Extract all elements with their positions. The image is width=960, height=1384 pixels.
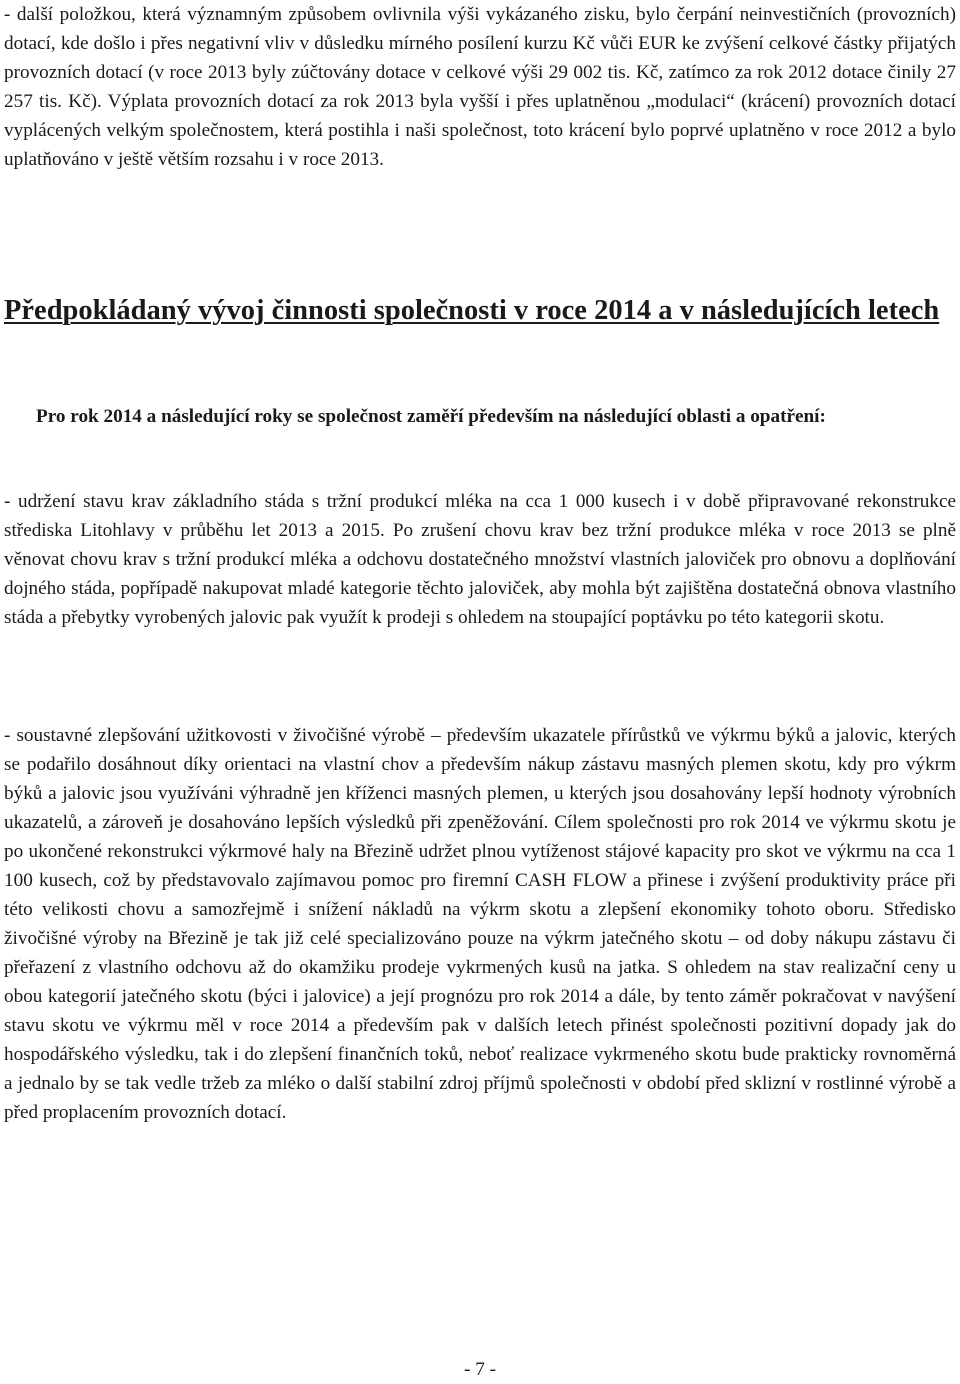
paragraph-dairy-herd: - udržení stavu krav základního stáda s tržní produkcí mléka na cca 1 000 kusech i v době připravované rekonstrukce střediska Litohlavy v průběhu let 2013 a 2015. Po zrušení chovu krav bez tržní produkce mléka v roce 2013 se plně věnovat chovu krav s tržní produkcí mléka a odchovu dostatečného množství vlastních jaloviček pro obnovu a doplňování dojného stáda, popřípadě nakupovat mladé kategorie těchto jaloviček, aby mohla být zajištěna dostatečná obnova vlastního stáda a přebytky vyrobených jalovic pak využít k prodeji s ohledem na stoupající poptávku po této kategorii skotu. — [4, 491, 956, 628]
paragraph-operating-subsidies: - další položkou, která významným způsobem ovlivnila výši vykázaného zisku, bylo čerpání neinvestičních (provozních) dotací, kde došlo i přes negativní vliv v důsledku mírného posílení kurzu Kč vůči EUR ke zvýšení celkové částky přijatých provozních dotací (v roce 2013 byly zúčtovány dotace v celkové výši 29 002 tis. Kč, zatímco za rok 2012 dotace činily 27 257 tis. Kč). Výplata provozních dotací za rok 2013 byla vyšší i přes uplatněnou „modulaci“ (krácení) provozních dotací vyplácených velkým společnostem, která postihla i naši společnost, toto krácení bylo poprvé uplatněno v roce 2012 a bylo uplatňováno v ještě větším rozsahu i v roce 2013. — [4, 4, 956, 170]
section-heading: Předpokládaný vývoj činnosti společnosti v roce 2014 a v následujících letech — [4, 295, 940, 326]
section-intro: Pro rok 2014 a následující roky se společnost zaměří především na následující oblasti a opatření: — [36, 406, 826, 427]
paragraph-cattle-fattening: - soustavné zlepšování užitkovosti v živočišné výrobě – především ukazatele přírůstků ve výkrmu býků a jalovic, kterých se podařilo dosáhnout díky orientaci na vlastní chov a především nákup zástavu masných plemen skotu, kdy pro výkrm býků a jalovic jsou využíváni výhradně jen kříženci masných plemen, u kterých jsou dosahovány lepší hodnoty výrobních ukazatelů, a zároveň je dosahováno lepších výsledků při zpeněžování. Cílem společnosti pro rok 2014 ve výkrmu skotu je po ukončené rekonstrukci výkrmové haly na Březině udržet plnou vytíženost stájové kapacity pro skot ve výkrmu na cca 1 100 kusech, což by představovalo zajímavou pomoc pro firemní CASH FLOW a přinese i zvýšení produktivity práce při této velikosti chovu a samozřejmě i snížení nákladů na výkrm skotu a zlepšení ekonomiky tohoto oboru. Středisko živočišné výroby na Březině je tak již celé specializováno pouze na výkrm jatečného skotu – od doby nákupu zástavu či přeřazení z vlastního odchovu až do okamžiku prodeje vykrmených kusů na jatka. S ohledem na stav realizační ceny u obou kategorií jatečného skotu (býci i jalovice) a její prognózu pro rok 2014 a dále, by tento záměr pokračovat v navýšení stavu skotu ve výkrmu měl v roce 2014 a především pak v dalších letech přinést společnosti pozitivní dopady jak do hospodářského výsledku, tak i do zlepšení finančních toků, neboť realizace vykrmeného skotu bude prakticky rovnoměrná a jednalo by se tak vedle tržeb za mléko o další stabilní zdroj příjmů společnosti v období před sklizní v rostlinné výrobě a před proplacením provozních dotací. — [4, 725, 956, 1123]
page-number: - 7 - — [464, 1359, 496, 1380]
